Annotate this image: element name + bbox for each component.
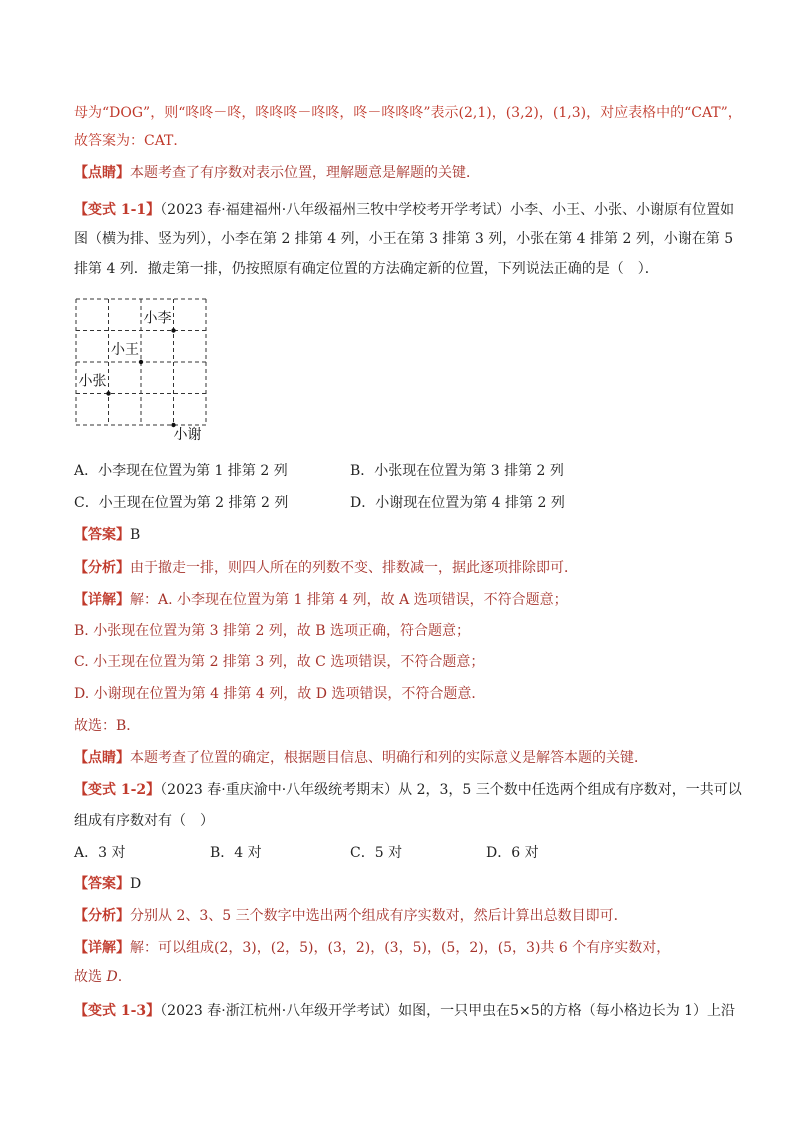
continuation-line-2: 故答案为：CAT． bbox=[74, 133, 188, 149]
comment-1 bbox=[74, 163, 480, 183]
q12-conclusion bbox=[74, 967, 122, 987]
q12-tag: 【变式 1-2】 bbox=[74, 782, 161, 798]
q12-detail bbox=[74, 938, 670, 958]
q11-comment-text: 本题考查了位置的确定，根据题目信息、明确行和列的实际意义是解答本题的关键． bbox=[130, 750, 648, 766]
q12-option-c: C．5 对 bbox=[350, 845, 403, 861]
q11-analysis-tag: 【分析】 bbox=[74, 560, 130, 576]
seat-label: 小李 bbox=[143, 310, 172, 327]
q11-conclusion: 故选：B． bbox=[74, 718, 141, 734]
q12-option-b: B．4 对 bbox=[210, 845, 262, 861]
q11-answer-tag: 【答案】 bbox=[74, 527, 130, 543]
seating-grid-figure bbox=[74, 297, 234, 447]
q12-stem-line-2: 组成有序数对有（ ） bbox=[74, 813, 214, 829]
q11-option-b: B．小张现在位置为第 3 排第 2 列 bbox=[350, 463, 564, 479]
seat-point bbox=[171, 328, 175, 332]
q11-detail-1 bbox=[74, 590, 568, 610]
q11-detail-3: C. 小王现在位置为第 2 排第 3 列，故 C 选项错误，不符合题意； bbox=[74, 654, 485, 670]
q13-stem-line-1 bbox=[74, 1001, 735, 1021]
q12-conclusion-prefix: 故选 bbox=[74, 969, 107, 985]
seat-label: 小谢 bbox=[173, 427, 202, 443]
q12-answer bbox=[74, 874, 141, 894]
q13-stem-text: （2023 春·浙江杭州·八年级开学考试）如图，一只甲虫在5×5的方格（每小格边长为 1）上沿 bbox=[160, 1003, 736, 1019]
q11-detail-4: D. 小谢现在位置为第 4 排第 4 列，故 D 选项错误，不符合题意． bbox=[74, 686, 486, 702]
q12-analysis bbox=[74, 906, 628, 926]
q12-analysis-tag: 【分析】 bbox=[74, 908, 130, 924]
seat-label: 小王 bbox=[111, 342, 139, 358]
q11-detail-tag: 【详解】 bbox=[74, 592, 130, 608]
q12-detail-text: 解：可以组成(2，3)，(2，5)，(3，2)，(3，5)，(5，2)，(5，3)共 6 个有序实数对， bbox=[130, 940, 671, 956]
q11-detail-2: B. 小张现在位置为第 3 排第 2 列，故 B 选项正确，符合题意； bbox=[74, 623, 470, 639]
q12-answer-value: D bbox=[130, 876, 142, 892]
q11-comment bbox=[74, 748, 648, 768]
seat-label: 小张 bbox=[78, 373, 107, 390]
q11-stem-line-2: 图（横为排、竖为列），小李在第 2 排第 4 列，小王在第 3 排第 3 列，小张在第 4 排第 2 列，小谢在第 5 bbox=[74, 231, 734, 247]
q11-analysis-text: 由于撤走一排，则四人所在的列数不变、排数减一，据此逐项排除即可． bbox=[130, 560, 578, 576]
q11-stem-line-3: 排第 4 列．撤走第一排，仍按照原有确定位置的方法确定新的位置，下列说法正确的是（ ）． bbox=[74, 261, 659, 277]
grid-labels bbox=[79, 310, 202, 444]
comment-tag: 【点睛】 bbox=[74, 165, 130, 181]
q11-option-a: A．小李现在位置为第 1 排第 2 列 bbox=[74, 463, 288, 479]
q12-stem-line-1 bbox=[74, 780, 742, 800]
q11-analysis bbox=[74, 558, 578, 578]
q11-detail-text-1: 解：A. 小李现在位置为第 1 排第 4 列，故 A 选项错误，不符合题意； bbox=[130, 592, 568, 608]
q12-stem-text-1: （2023 春·重庆渝中·八年级统考期末）从 2，3，5 三个数中任选两个组成有序数对，一共可以 bbox=[160, 782, 742, 798]
q12-option-a: A．3 对 bbox=[74, 845, 126, 861]
q12-conclusion-value: D bbox=[106, 969, 118, 985]
q11-tag: 【变式 1-1】 bbox=[74, 202, 161, 218]
comment-text: 本题考查了有序数对表示位置，理解题意是解题的关键． bbox=[130, 165, 480, 181]
continuation-line-1: 母为“DOG”，则“咚咚－咚，咚咚咚－咚咚，咚－咚咚咚”表示(2,1)，(3,2)，(1,3)，对应表格中的“CAT”， bbox=[74, 105, 742, 121]
q11-option-c: C．小王现在位置为第 2 排第 2 列 bbox=[74, 495, 289, 511]
seat-point bbox=[106, 391, 110, 395]
q11-option-d: D．小谢现在位置为第 4 排第 2 列 bbox=[350, 495, 565, 511]
q11-stem-text-1: （2023 春·福建福州·八年级福州三牧中学校考开学考试）小李、小王、小张、小谢原有位置如 bbox=[160, 202, 735, 218]
q11-stem-line-1 bbox=[74, 200, 734, 220]
q12-answer-tag: 【答案】 bbox=[74, 876, 130, 892]
q11-answer bbox=[74, 525, 140, 545]
q11-answer-value: B bbox=[130, 527, 141, 543]
q13-tag: 【变式 1-3】 bbox=[74, 1003, 161, 1019]
seat-point bbox=[139, 360, 143, 364]
q12-conclusion-suffix: . bbox=[117, 969, 123, 985]
q12-detail-tag: 【详解】 bbox=[74, 940, 130, 956]
q12-analysis-text: 分别从 2、3、5 三个数字中选出两个组成有序实数对，然后计算出总数目即可． bbox=[130, 908, 628, 924]
q12-option-d: D．6 对 bbox=[486, 845, 539, 861]
q11-comment-tag: 【点睛】 bbox=[74, 750, 130, 766]
